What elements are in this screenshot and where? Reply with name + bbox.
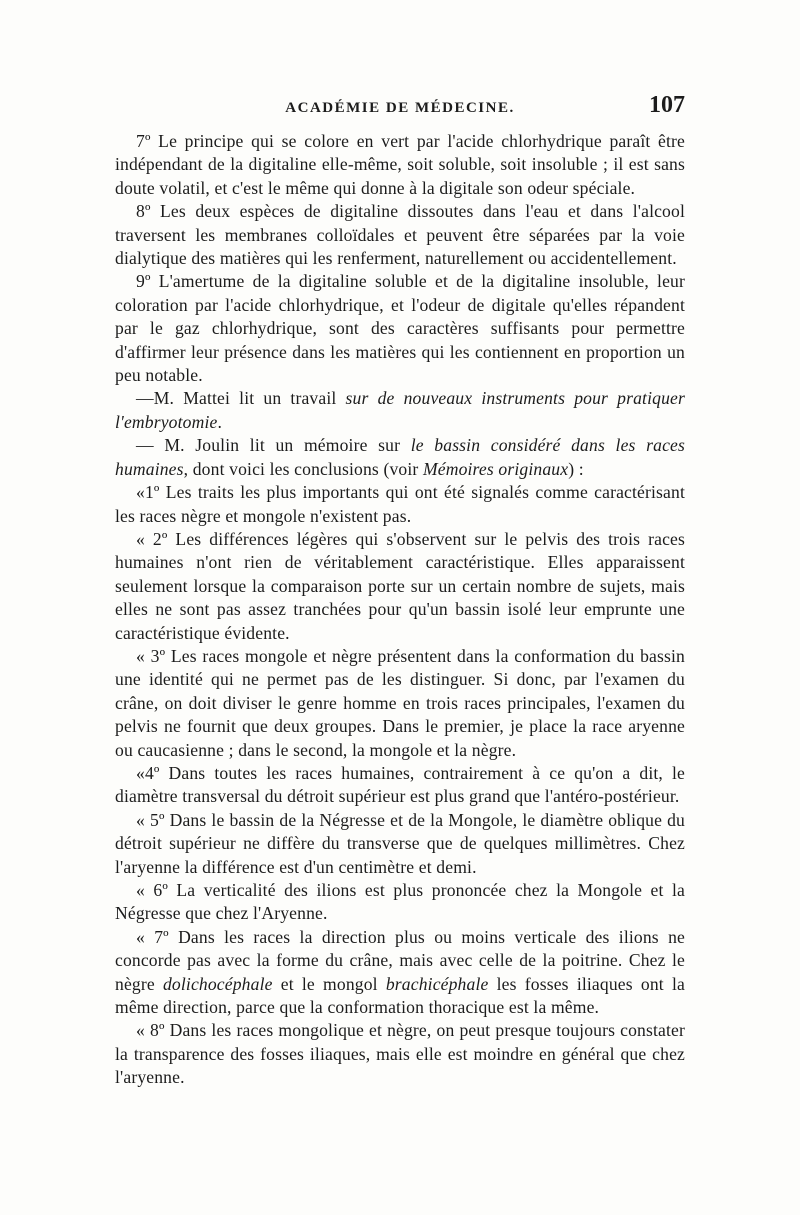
joulin-end: ) : <box>568 458 584 479</box>
c7-lead: « 7º Dans les races la direction plus ou moins verticale des ilions ne concorde pas avec la forme du crâne, mais avec celle de la poitrine. Chez le nègre <box>115 926 685 994</box>
paragraph-joulin-conclusion-8: « 8º Dans les races mongolique et nègre, on peut presque toujours constater la transparence des fosses iliaques, mais elle est moindre en général que chez l'aryenne. <box>115 1020 685 1088</box>
joulin-title: le bassin considéré dans les races humaines <box>115 435 685 479</box>
page-number: 107 <box>649 92 685 118</box>
paragraph-conclusion-9: 9º L'amertume de la digitaline soluble et de la digitaline insoluble, leur coloration par l'acide chlorhydrique, et l'odeur de digitale qu'elles répandent par le gaz chlorhydrique, sont des caractères suffisants pour permettre d'affirmer leur présence dans les matières qui les contiennent en proportion un peu notable. <box>115 271 685 386</box>
paragraph-joulin-conclusion-6: « 6º La verticalité des ilions est plus prononcée chez la Mongole et la Négresse que chez l'Aryenne. <box>115 880 685 924</box>
paragraph-joulin-conclusion-1: «1º Les traits les plus importants qui ont été signalés comme caractérisant les races nègre et mongole n'existent pas. <box>115 482 685 526</box>
c7-mid: et le mongol <box>272 973 386 994</box>
running-title: ACADÉMIE DE MÉDECINE. <box>285 100 515 116</box>
paragraph-joulin <box>115 434 685 481</box>
paragraph-conclusion-8: 8º Les deux espèces de digitaline dissoutes dans l'eau et dans l'alcool traversent les membranes colloïdales et peuvent être séparées par la voie dialytique des matières qui les renferment, naturellement ou accidentellement. <box>115 201 685 269</box>
paragraph-joulin-conclusion-7 <box>115 926 685 1020</box>
joulin-reference: Mémoires originaux <box>422 458 569 479</box>
joulin-lead: — M. Joulin lit un mémoire sur <box>136 435 411 456</box>
c7-end: les fosses iliaques ont la même direction, parce que la conformation thoracique est la même. <box>115 973 685 1018</box>
mattei-lead: —M. Mattei lit un travail <box>136 388 346 409</box>
joulin-mid: , dont voici les conclusions (voir <box>183 458 423 479</box>
paragraph-joulin-conclusion-3: « 3º Les races mongole et nègre présentent dans la conformation du bassin une identité qui ne permet pas de les distinguer. Si donc, par l'examen du crâne, on doit diviser le genre homme en trois races principales, l'examen du pelvis ne fournit que deux groupes. Dans le premier, je place la race aryenne ou caucasienne ; dans le second, la mongole et la nègre. <box>115 645 685 760</box>
mattei-end: . <box>217 411 223 432</box>
paragraph-mattei <box>115 387 685 434</box>
mattei-title: sur de nouveaux instruments pour pratiquer l'embryotomie <box>115 388 685 432</box>
paragraph-joulin-conclusion-4: «4º Dans toutes les races humaines, contrairement à ce qu'on a dit, le diamètre transversal du détroit supérieur est plus grand que l'antéro-postérieur. <box>115 762 685 807</box>
paragraph-joulin-conclusion-2: « 2º Les différences légères qui s'observent sur le pelvis des trois races humaines n'ont rien de véritablement caractéristique. Elles apparaissent seulement lorsque la comparaison porte sur un certain nombre de sujets, mais elles ne sont pas assez tranchées pour qu'un bassin isolé leur emprunte une caractéristique évidente. <box>115 528 685 643</box>
paragraph-joulin-conclusion-5: « 5º Dans le bassin de la Négresse et de la Mongole, le diamètre oblique du détroit supérieur ne diffère du transverse que de quelques millimètres. Chez l'aryenne la différence est d'un centimètre et demi. <box>115 809 685 877</box>
page-body <box>115 130 685 1090</box>
page-header <box>115 92 685 124</box>
c7-term-dolichocephale: dolichocéphale <box>162 973 273 994</box>
paragraph-conclusion-7: 7º Le principe qui se colore en vert par l'acide chlorhydrique paraît être indépendant de la digitaline elle-même, soit soluble, soit insoluble ; il est sans doute volatil, et c'est le même qui donne à la digitale son odeur spéciale. <box>115 131 685 198</box>
c7-term-brachicephale: brachicéphale <box>385 973 489 994</box>
